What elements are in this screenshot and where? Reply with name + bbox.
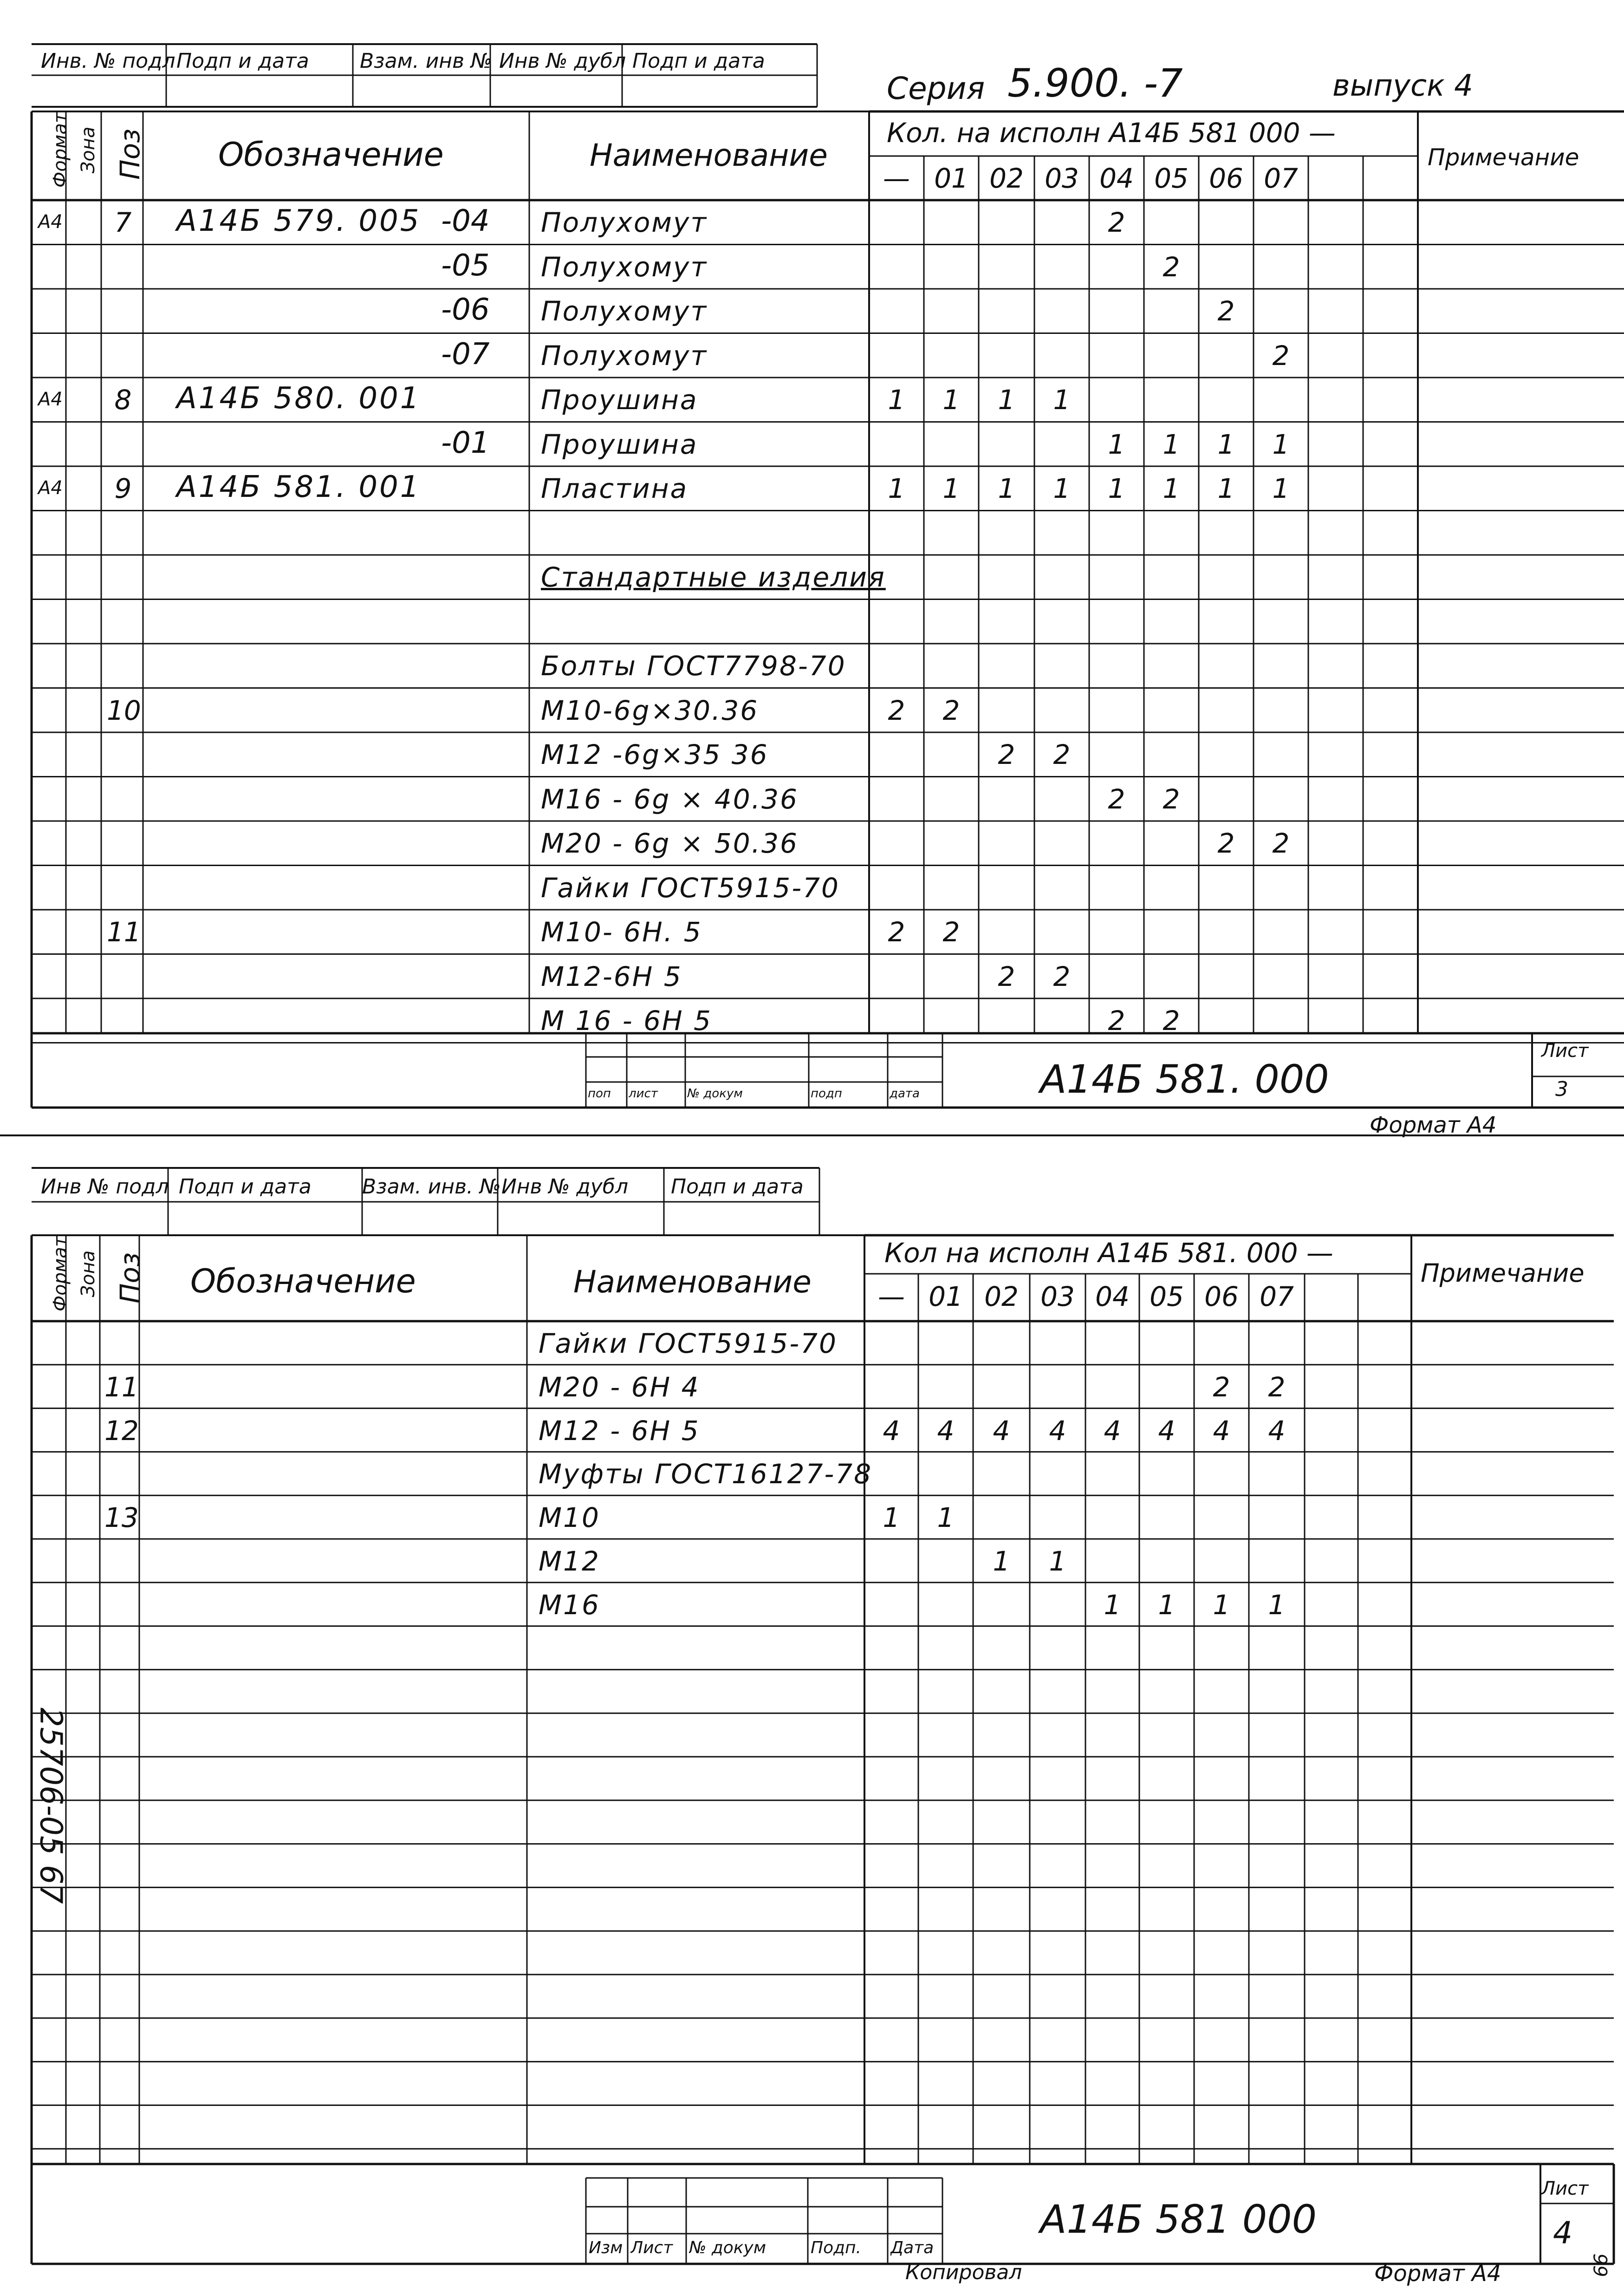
- doc-code: А14Б 581 000: [1040, 2197, 1317, 2242]
- sheet-label: Лист: [1541, 1040, 1589, 1062]
- row-name: Болты ГОСТ7798-70: [541, 650, 846, 682]
- format-label: Формат А4: [1370, 1112, 1497, 1138]
- variant-header-6: 06: [1204, 1281, 1239, 1312]
- variant-header-3: 03: [1040, 1281, 1075, 1312]
- title-block-label-4: Дата: [890, 2238, 934, 2257]
- variant-header-6: 06: [1209, 163, 1243, 194]
- row-qty: 1: [1272, 473, 1290, 504]
- row-qty: 2: [1268, 1371, 1286, 1403]
- row-name: М12 - 6Н 5: [539, 1415, 700, 1447]
- side-inventory-number: 25706-05 67: [33, 1708, 69, 1904]
- row-name: Полухомут: [541, 207, 708, 238]
- stamp-sign-date-1: Подп и дата: [176, 49, 309, 73]
- row-qty: 2: [888, 916, 905, 948]
- row-qty: 1: [998, 473, 1015, 504]
- row-qty: 4: [937, 1415, 955, 1447]
- row-qty: 1: [942, 384, 960, 416]
- row-qty: 2: [1108, 1005, 1125, 1036]
- row-name: М12 -6g×35 36: [541, 739, 769, 770]
- row-qty: 2: [942, 916, 960, 948]
- row-qty: 4: [1049, 1415, 1066, 1447]
- row-qty: 1: [998, 384, 1015, 416]
- col-zone: Зона: [78, 126, 99, 174]
- row-name: М10- 6Н. 5: [541, 916, 702, 948]
- row-qty: 4: [1268, 1415, 1286, 1447]
- row-qty: 1: [1053, 384, 1071, 416]
- row-designation: А14Б 580. 001: [176, 381, 421, 416]
- row-name: М12: [539, 1545, 600, 1577]
- title-block-label-3: Подп.: [811, 2238, 861, 2257]
- variant-header-7: 07: [1264, 163, 1298, 194]
- variant-header-0: —: [878, 1281, 905, 1312]
- row-qty: 2: [998, 960, 1015, 992]
- row-designation-suffix: -04: [441, 204, 490, 238]
- row-designation-suffix: -06: [441, 293, 490, 327]
- row-qty: 4: [883, 1415, 900, 1447]
- row-name: Полухомут: [541, 339, 708, 372]
- issue-label: выпуск 4: [1332, 69, 1473, 103]
- row-qty: 4: [1213, 1415, 1230, 1447]
- format-label: Формат А4: [1374, 2261, 1501, 2287]
- row-name: М20 - 6g × 50.36: [541, 828, 799, 859]
- row-qty: 4: [993, 1415, 1010, 1447]
- row-pos: 10: [107, 694, 141, 726]
- col-pos: Поз: [114, 1252, 146, 1304]
- row-qty: 1: [1158, 1589, 1176, 1621]
- row-pos: 12: [104, 1415, 139, 1447]
- row-format: А4: [38, 211, 63, 233]
- row-qty: 1: [883, 1502, 900, 1534]
- row-name: М16 - 6g × 40.36: [541, 783, 799, 815]
- row-qty: 2: [1217, 828, 1235, 859]
- variant-header-5: 05: [1150, 1281, 1184, 1312]
- row-qty: 2: [942, 694, 960, 726]
- col-format: Формат: [50, 1236, 71, 1312]
- row-designation: А14Б 581. 001: [176, 470, 421, 504]
- variant-header-0: —: [883, 163, 910, 194]
- row-qty: 2: [888, 694, 905, 726]
- row-qty: 1: [1108, 473, 1125, 504]
- row-qty: 1: [1272, 428, 1290, 460]
- row-name: М10-6g×30.36: [541, 694, 759, 726]
- title-block-label-2: № докум: [689, 2238, 767, 2257]
- row-qty: 1: [993, 1545, 1010, 1577]
- row-qty: 2: [998, 739, 1015, 770]
- row-pos: 11: [107, 916, 141, 948]
- col-format: Формат: [50, 112, 71, 188]
- sheet-number: 3: [1555, 1077, 1568, 1101]
- row-name: Полухомут: [541, 251, 708, 283]
- col-pos: Поз: [114, 129, 146, 180]
- row-qty: 1: [888, 384, 905, 416]
- row-pos: 13: [104, 1502, 139, 1534]
- title-block-label-1: Лист: [630, 2238, 673, 2257]
- row-qty: 1: [1104, 1589, 1121, 1621]
- col-name: Наименование: [590, 137, 828, 173]
- row-qty: 2: [1163, 783, 1180, 815]
- title-block-label-3: подп: [811, 1087, 842, 1101]
- variant-header-2: 02: [984, 1281, 1019, 1312]
- col-note: Примечание: [1421, 1258, 1585, 1288]
- row-name: М20 - 6Н 4: [539, 1371, 700, 1403]
- variant-header-1: 01: [929, 1281, 963, 1312]
- row-designation-suffix: -01: [441, 425, 490, 460]
- row-format: А4: [38, 389, 63, 410]
- row-qty: 1: [1268, 1589, 1286, 1621]
- row-qty: 1: [937, 1502, 955, 1534]
- title-block-label-2: № докум: [687, 1087, 743, 1101]
- copied-label: Копировал: [905, 2261, 1022, 2284]
- row-qty: 1: [942, 473, 960, 504]
- stamp-sign-date-2: Подп и дата: [632, 49, 765, 73]
- stamp-replace-inv: Взам. инв. №: [362, 1175, 501, 1199]
- row-qty: 1: [1049, 1545, 1066, 1577]
- series-label: Серия: [887, 71, 985, 106]
- page-side-number: 99: [1589, 2253, 1611, 2277]
- row-qty: 1: [1163, 428, 1180, 460]
- stamp-inv-orig: Инв № подл: [41, 1175, 169, 1199]
- row-qty: 2: [1272, 339, 1290, 372]
- variant-header-1: 01: [934, 163, 968, 194]
- row-name: М16: [539, 1589, 600, 1621]
- col-qty-title: Кол. на исполн А14Б 581 000 —: [887, 117, 1336, 149]
- row-qty: 1: [1217, 428, 1235, 460]
- row-qty: 1: [1163, 473, 1180, 504]
- row-name: М10: [539, 1502, 600, 1534]
- row-name: Проушина: [541, 384, 698, 416]
- variant-header-4: 04: [1095, 1281, 1130, 1312]
- variant-header-7: 07: [1260, 1281, 1294, 1312]
- row-designation: А14Б 579. 005: [176, 204, 421, 238]
- title-block-label-1: лист: [629, 1087, 658, 1101]
- row-qty: 4: [1158, 1415, 1176, 1447]
- sheet-label: Лист: [1541, 2178, 1589, 2199]
- variant-header-5: 05: [1154, 163, 1189, 194]
- row-qty: 1: [1217, 473, 1235, 504]
- stamp-inv-dup: Инв № дубл: [501, 1175, 629, 1199]
- row-qty: 4: [1104, 1415, 1121, 1447]
- row-qty: 2: [1272, 828, 1290, 859]
- row-name: Стандартные изделия: [541, 561, 886, 593]
- variant-header-4: 04: [1099, 163, 1134, 194]
- col-qty-title: Кол на исполн А14Б 581. 000 —: [884, 1237, 1333, 1269]
- row-qty: 2: [1163, 1005, 1180, 1036]
- title-block-label-4: дата: [890, 1087, 920, 1101]
- row-name: Муфты ГОСТ16127-78: [539, 1458, 873, 1490]
- sheet-number: 4: [1553, 2215, 1572, 2251]
- row-qty: 2: [1217, 295, 1235, 327]
- stamp-inv-orig: Инв. № подл: [41, 49, 175, 73]
- row-designation-suffix: -07: [441, 337, 490, 372]
- col-zone: Зона: [78, 1250, 99, 1297]
- col-designation: Обозначение: [218, 136, 444, 174]
- title-block-label-0: поп: [588, 1087, 611, 1101]
- col-name: Наименование: [573, 1264, 812, 1300]
- row-pos: 8: [114, 384, 132, 416]
- row-pos: 7: [114, 207, 132, 238]
- row-qty: 2: [1053, 960, 1071, 992]
- row-qty: 2: [1108, 783, 1125, 815]
- row-pos: 9: [114, 473, 132, 504]
- row-qty: 2: [1108, 207, 1125, 238]
- doc-code: А14Б 581. 000: [1040, 1056, 1329, 1102]
- row-name: Проушина: [541, 428, 698, 460]
- row-qty: 2: [1213, 1371, 1230, 1403]
- row-name: Пластина: [541, 473, 689, 504]
- row-name: Полухомут: [541, 295, 708, 327]
- row-pos: 11: [104, 1371, 139, 1403]
- row-name: М12-6Н 5: [541, 960, 682, 992]
- variant-header-2: 02: [989, 163, 1024, 194]
- row-name: Гайки ГОСТ5915-70: [541, 872, 840, 904]
- row-format: А4: [38, 477, 63, 499]
- variant-header-3: 03: [1045, 163, 1079, 194]
- row-qty: 2: [1053, 739, 1071, 770]
- col-designation: Обозначение: [190, 1262, 416, 1300]
- row-name: Гайки ГОСТ5915-70: [539, 1328, 838, 1359]
- row-qty: 1: [1053, 473, 1071, 504]
- row-qty: 1: [1108, 428, 1125, 460]
- series-value: 5.900. -7: [1007, 60, 1183, 106]
- stamp-sign-date-1: Подп и дата: [179, 1175, 312, 1199]
- row-qty: 1: [888, 473, 905, 504]
- stamp-inv-dup: Инв № дубл: [499, 49, 626, 73]
- stamp-replace-inv: Взам. инв №: [360, 49, 492, 73]
- stamp-sign-date-2: Подп и дата: [671, 1175, 804, 1199]
- title-block-label-0: Изм: [589, 2238, 623, 2257]
- row-designation-suffix: -05: [441, 248, 490, 283]
- row-qty: 2: [1163, 251, 1180, 283]
- row-qty: 1: [1213, 1589, 1230, 1621]
- row-name: М 16 - 6Н 5: [541, 1005, 712, 1036]
- col-note: Примечание: [1428, 144, 1579, 171]
